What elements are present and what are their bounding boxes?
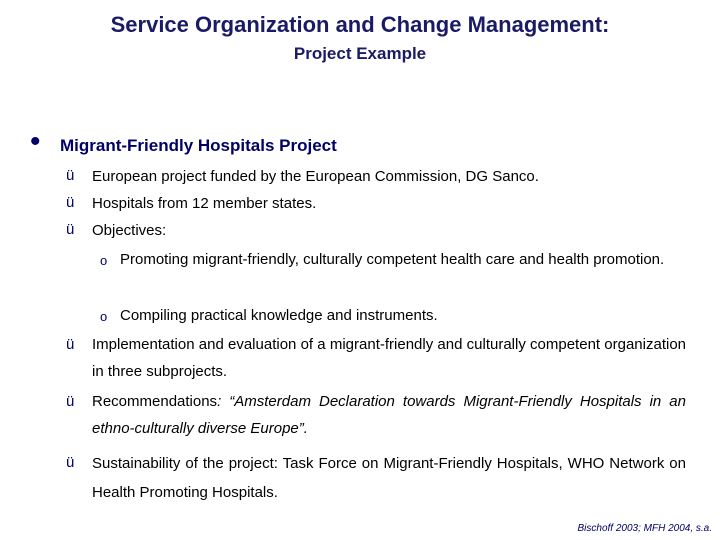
check-icon: ü xyxy=(66,221,75,238)
check-icon: ü xyxy=(66,336,75,353)
list-item-implementation: Implementation and evaluation of a migrant-friendly and culturally competent organization in three subprojects. xyxy=(92,336,686,380)
check-icon: ü xyxy=(66,194,75,211)
bullet-dot-icon: • xyxy=(30,125,41,158)
recommendations-label: Recommendations xyxy=(92,393,218,410)
check-icon: ü xyxy=(66,454,75,471)
slide-title: Service Organization and Change Management: xyxy=(110,12,610,37)
objective-item-2: Compiling practical knowledge and instruments. xyxy=(120,307,438,324)
objective-item-1: Promoting migrant-friendly, culturally competent health care and health promotion. xyxy=(120,251,665,268)
list-item-sustainability: Sustainability of the project: Task Force on Migrant-Friendly Hospitals, WHO Network on Health Promoting Hospitals. xyxy=(92,455,686,501)
slide-subtitle: Project Example xyxy=(293,44,427,63)
citation: Bischoff 2003; MFH 2004, s.a. xyxy=(577,523,712,534)
circle-bullet-icon: o xyxy=(100,253,108,268)
check-icon: ü xyxy=(66,167,75,184)
circle-bullet-icon: o xyxy=(100,309,108,324)
amsterdam-declaration: “Amsterdam Declaration towards Migrant-Friendly Hospitals in an ethno-culturally diverse Europe”. xyxy=(92,393,686,437)
check-icon: ü xyxy=(66,393,75,410)
section-heading: Migrant-Friendly Hospitals Project xyxy=(60,136,337,155)
list-item-recommendations xyxy=(92,388,686,442)
list-item-funded: European project funded by the European Commission, DG Sanco. xyxy=(92,168,539,185)
list-item-states: Hospitals from 12 member states. xyxy=(92,195,317,212)
recommendations-colon: : xyxy=(217,393,222,410)
list-item-objectives: Objectives: xyxy=(92,222,167,239)
